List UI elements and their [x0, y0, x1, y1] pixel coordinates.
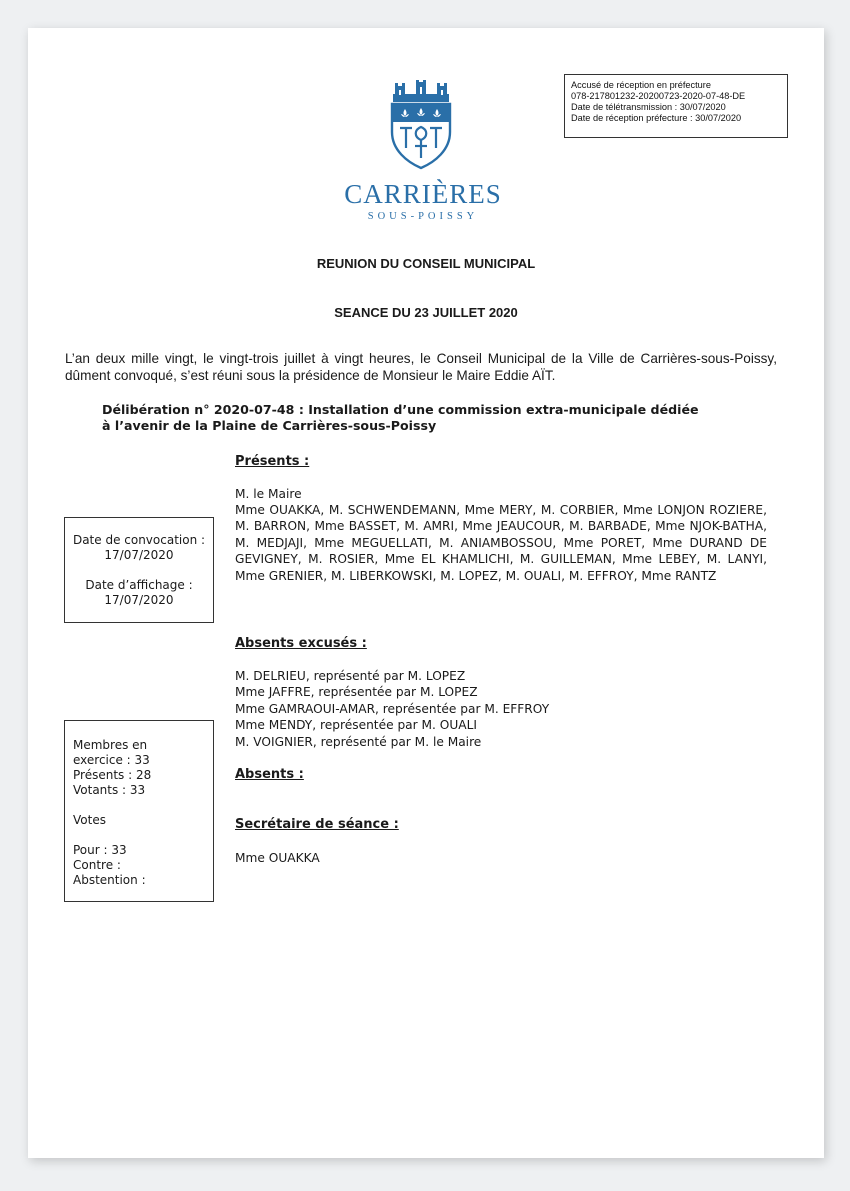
city-name: CARRIÈRES — [344, 179, 502, 209]
receipt-line: Accusé de réception en préfecture — [571, 80, 711, 90]
presents-heading: Présents : — [235, 454, 310, 469]
secretary-heading: Secrétaire de séance : — [235, 817, 399, 832]
document-page — [28, 28, 824, 1158]
prefecture-receipt-box — [564, 74, 788, 138]
intro-paragraph: L’an deux mille vingt, le vingt-trois juillet à vingt heures, le Conseil Municipal de la Ville de Carrières-sous-Poissy, dûment convoqué, s’est réuni sous la présidence de Monsieur le Maire Eddie AÏT. — [65, 351, 777, 383]
vote-contre: Contre : — [73, 858, 121, 872]
members-count: exercice : 33 — [73, 753, 150, 767]
presents-list: Mme OUAKKA, M. SCHWENDEMANN, Mme MERY, M. CORBIER, Mme LONJON ROZIERE, M. BARRON, Mme BASSET, M. AMRI, Mme JEAUCOUR, M. BARBADE, Mme NJOK-BATHA, M. MEDJAJI, Mme MEGUELLATI, M. ANIAMBOSSOU, Mme PORET, Mme DURAND DE GEVIGNEY, M. ROSIER, Mme EL KHAMLICHI, M. GUILLEMAN, Mme LEBEY, M. LANYI, Mme GRENIER, M. LIBERKOWSKI, M. LOPEZ, M. OUALI, M. EFFROY, Mme RANTZ — [235, 503, 767, 583]
receipt-line: 078-217801232-20200723-2020-07-48-DE — [571, 91, 746, 101]
convocation-label: Date de convocation : — [72, 533, 206, 547]
deliberation-line: Délibération n° 2020-07-48 : Installation d’une commission extra-municipale dédiée — [102, 402, 699, 417]
list-item: Mme JAFFRE, représentée par M. LOPEZ — [235, 685, 478, 700]
city-logo-wordmark — [328, 180, 518, 224]
affichage-label: Date d’affichage : — [85, 578, 193, 592]
document-title: REUNION DU CONSEIL MUNICIPAL — [316, 256, 536, 271]
votes-box — [64, 720, 214, 902]
list-item: M. VOIGNIER, représenté par M. le Maire — [235, 734, 482, 749]
mayor-line: M. le Maire — [235, 487, 302, 501]
deliberation-line: à l’avenir de la Plaine de Carrières-sous-Poissy — [102, 418, 437, 433]
secretary-name: Mme OUAKKA — [235, 851, 320, 865]
presents-count: Présents : 28 — [73, 768, 152, 782]
coat-of-arms-icon — [389, 80, 453, 170]
session-title: SEANCE DU 23 JUILLET 2020 — [334, 305, 518, 320]
members-label: Membres en — [73, 738, 148, 752]
votes-label: Votes — [73, 813, 106, 827]
list-item: M. DELRIEU, représenté par M. LOPEZ — [235, 669, 466, 683]
excused-list — [235, 668, 767, 750]
vote-pour: Pour : 33 — [73, 843, 127, 857]
convocation-date: 17/07/2020 — [104, 548, 174, 562]
list-item: Mme GAMRAOUI-AMAR, représentée par M. EFFROY — [235, 701, 550, 716]
dates-box — [64, 517, 214, 623]
city-subname: SOUS-POISSY — [367, 211, 479, 222]
receipt-line: Date de télétransmission : 30/07/2020 — [571, 102, 726, 112]
excused-heading: Absents excusés : — [235, 636, 367, 651]
absents-heading: Absents : — [235, 767, 304, 782]
vote-abstention: Abstention : — [73, 873, 146, 887]
votants-count: Votants : 33 — [73, 783, 146, 797]
deliberation-title — [102, 402, 782, 434]
list-item: Mme MENDY, représentée par M. OUALI — [235, 718, 478, 733]
affichage-date: 17/07/2020 — [104, 593, 174, 607]
receipt-line: Date de réception préfecture : 30/07/2020 — [571, 113, 742, 123]
